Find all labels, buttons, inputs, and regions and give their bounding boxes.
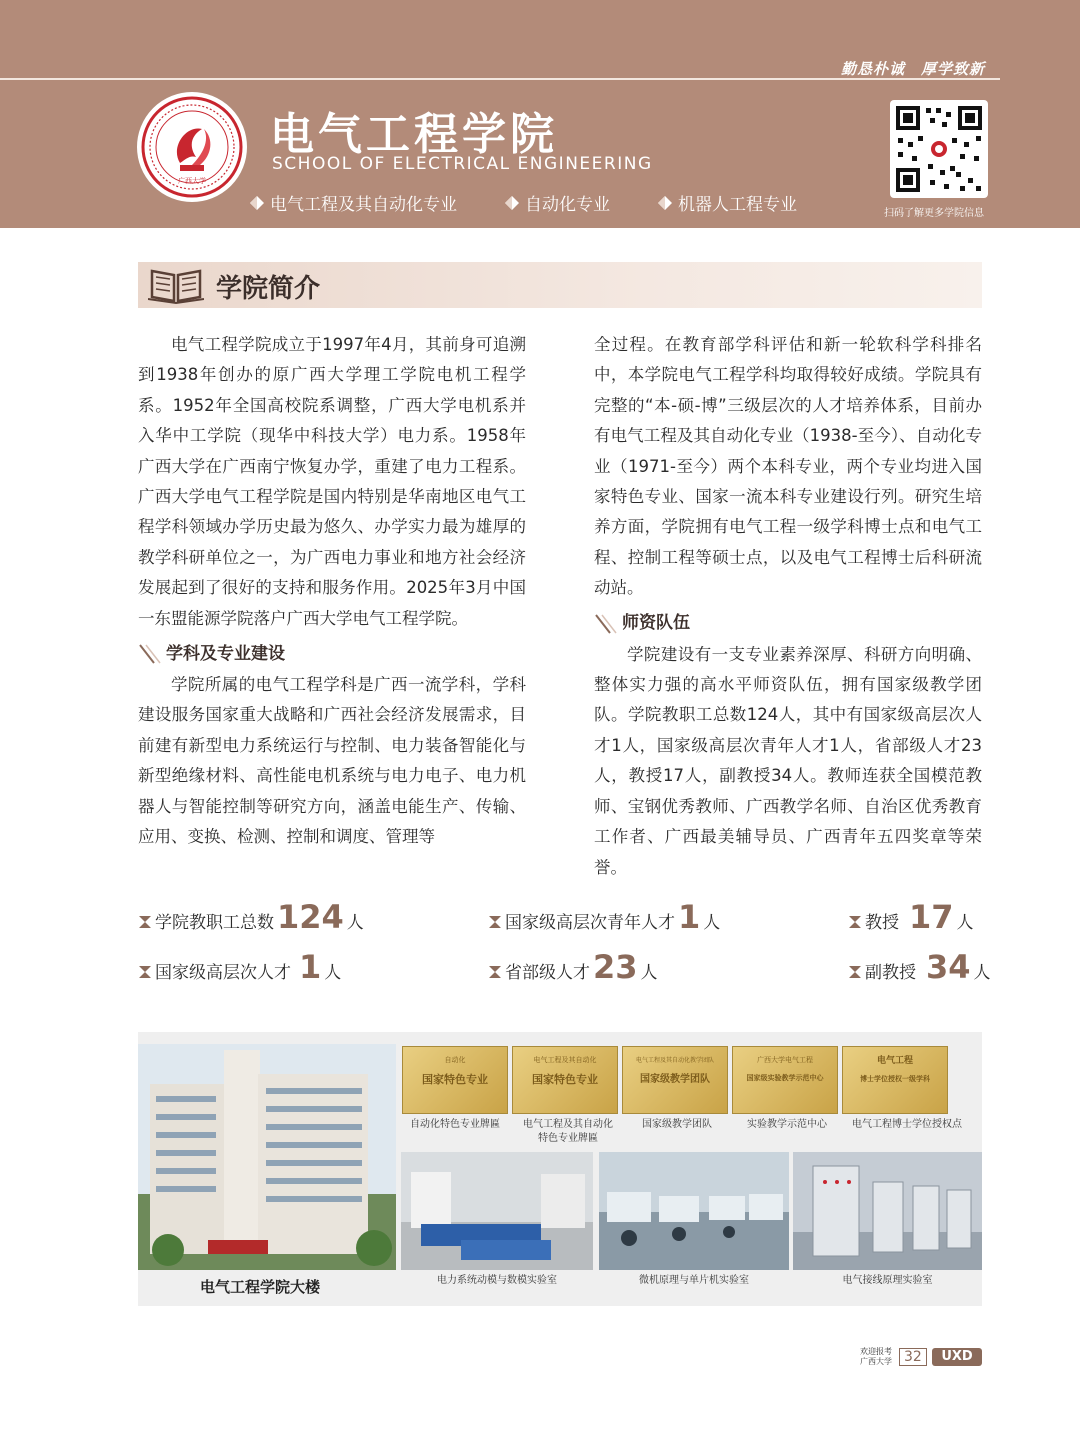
qr-caption: 扫码了解更多学院信息 xyxy=(884,208,984,219)
stat-item xyxy=(848,898,974,936)
lab-photo-power-system xyxy=(401,1152,593,1270)
major-label: 电气工程及其自动化专业 xyxy=(270,195,457,215)
photo-collage xyxy=(138,1032,982,1306)
stat-label: 国家级高层次人才 xyxy=(155,963,291,983)
stat-item xyxy=(488,898,720,936)
stat-item xyxy=(138,948,341,986)
plaque-caption: 国家级教学团队 xyxy=(642,1119,712,1130)
discipline-paragraph: 学院所属的电气工程学科是广西一流学科，学科建设服务国家重大战略和广西社会经济发展需求，目前建有新型电力系统运行与控制、电力装备智能化与新型绝缘材料、高性能电机系统与电力电子、电力机器人与智能控制等研究方向，涵盖电能生产、传输、应用、变换、检测、控制和调度、管理等 xyxy=(138,675,526,847)
stat-item xyxy=(488,948,658,986)
stat-unit: 人 xyxy=(973,963,991,983)
major-label: 自动化专业 xyxy=(525,195,610,215)
book-icon xyxy=(148,265,204,305)
stat-value: 17 xyxy=(909,898,954,936)
stat-unit: 人 xyxy=(346,913,364,933)
section-title: 学院简介 xyxy=(216,274,321,304)
qr-code[interactable] xyxy=(890,100,988,198)
slash-mark-icon xyxy=(138,641,166,667)
logo-seal-icon xyxy=(140,95,244,199)
stat-value: 1 xyxy=(299,948,322,986)
stat-label: 学院教职工总数 xyxy=(155,913,274,933)
plaque-top-text: 自动化 xyxy=(444,1056,466,1064)
diamond-bullet-icon xyxy=(658,196,672,210)
hourglass-icon xyxy=(848,965,862,979)
building-caption: 电气工程学院大楼 xyxy=(200,1278,321,1296)
plaque-top-text: 广西大学电气工程 xyxy=(757,1056,813,1064)
major-item xyxy=(250,190,457,215)
stat-item xyxy=(848,948,991,986)
hourglass-icon xyxy=(138,965,152,979)
major-item xyxy=(505,190,610,215)
plaque-main-text: 国家级实验教学示范中心 xyxy=(746,1074,824,1082)
page-number: 32 xyxy=(899,1348,927,1366)
subheading-discipline xyxy=(138,638,526,670)
school-title-en: SCHOOL OF ELECTRICAL ENGINEERING xyxy=(272,154,653,174)
plaque-image xyxy=(622,1046,728,1114)
lab-photo-microcomputer xyxy=(599,1152,789,1270)
faculty-paragraph: 学院建设有一支专业素养深厚、科研方向明确、整体实力强的高水平师资队伍，拥有国家级教学团队。学院教职工总数124人，其中有国家级高层次人才1人，国家级高层次青年人才1人，省部级人才23人，教授17人，副教授34人。教师连获全国模范教师、宝钢优秀教师、广西教学名师、自治区优秀教育工作者、广西最美辅导员、广西青年五四奖章等荣誉。 xyxy=(594,644,982,877)
subheading-faculty xyxy=(594,608,982,640)
plaque-main-text: 国家特色专业 xyxy=(532,1073,598,1086)
stat-unit: 人 xyxy=(324,963,342,983)
discipline-paragraph-cont: 全过程。在教育部学科评估和新一轮软科学科排名中，本学院电气工程学科均取得较好成绩。学院具有完整的“本-硕-博”三级层次的人才培养体系，目前办有电气工程及其自动化专业（1938-至今）、自动化专业（1971-至今）两个本科专业，两个专业均进入国家特色专业、国家一流本科专业建设行列。研究生培养方面，学院拥有电气工程一级学科博士点和电气工程、控制工程等硕士点，以及电气工程博士后科研流动站。 xyxy=(594,335,982,598)
plaque-image xyxy=(512,1046,618,1114)
plaque-caption: 自动化特色专业牌匾 xyxy=(410,1119,500,1130)
stat-unit: 人 xyxy=(640,963,658,983)
brand-logo: UXD xyxy=(932,1348,982,1366)
stat-value: 1 xyxy=(678,898,701,936)
hourglass-icon xyxy=(848,915,862,929)
plaque-image xyxy=(732,1046,838,1114)
plaque-image xyxy=(842,1046,948,1114)
university-logo xyxy=(137,92,247,202)
stat-value: 23 xyxy=(593,948,638,986)
footer-line: 欢迎报考 xyxy=(860,1347,892,1356)
school-title-cn: 电气工程学院 xyxy=(270,109,558,160)
plaque-top-text: 电气工程及其自动化 xyxy=(533,1056,597,1064)
diamond-bullet-icon xyxy=(505,196,519,210)
slash-mark-icon xyxy=(594,611,622,637)
diamond-bullet-icon xyxy=(250,196,264,210)
intro-paragraph: 电气工程学院成立于1997年4月，其前身可追溯到1938年创办的原广西大学理工学院电机工程学系。1952年全国高校院系调整，广西大学电机系并入华中工学院（现华中科技大学）电力系。1958年广西大学在广西南宁恢复办学，重建了电力工程系。广西大学电气工程学院是国内特别是华南地区电气工程学科领域办学历史最为悠久、办学实力最为雄厚的教学科研单位之一，为广西电力事业和地方社会经济发展起到了很好的支持和服务作用。2025年3月中国一东盟能源学院落户广西大学电气工程学院。 xyxy=(138,335,526,628)
plaques-row xyxy=(400,1044,982,1154)
building-photo xyxy=(138,1044,396,1270)
footer-tagline xyxy=(860,1347,892,1367)
stat-value: 124 xyxy=(277,898,344,936)
stat-label: 教授 xyxy=(865,913,899,933)
lab-caption: 电力系统动模与数模实验室 xyxy=(437,1275,557,1286)
plaque-caption: 电气工程博士学位授权点 xyxy=(852,1119,962,1130)
stat-label: 省部级人才 xyxy=(505,963,590,983)
stat-item xyxy=(138,898,364,936)
right-column xyxy=(594,330,982,883)
hourglass-icon xyxy=(488,915,502,929)
plaque-caption: 实验教学示范中心 xyxy=(747,1119,827,1130)
plaque-main-text: 国家级教学团队 xyxy=(640,1074,710,1085)
subheading-label: 师资队伍 xyxy=(622,613,690,634)
plaque-caption: 电气工程及其自动化特色专业牌匾 xyxy=(523,1119,613,1144)
stat-label: 国家级高层次青年人才 xyxy=(505,913,675,933)
logo-text: 广西大学 xyxy=(178,177,206,185)
stat-value: 34 xyxy=(926,948,971,986)
subheading-label: 学科及专业建设 xyxy=(166,643,285,664)
lab-photo-wiring xyxy=(793,1152,982,1270)
motto: 勤恳朴诚 厚学致新 xyxy=(840,60,985,78)
page-header xyxy=(0,0,1080,228)
plaque-main-text: 国家特色专业 xyxy=(422,1073,488,1086)
left-column xyxy=(138,330,526,853)
plaque-main-text: 博士学位授权一级学科 xyxy=(860,1075,930,1083)
plaque-top-text: 电气工程 xyxy=(876,1056,913,1066)
stat-unit: 人 xyxy=(703,913,721,933)
majors-list xyxy=(250,190,797,215)
major-label: 机器人工程专业 xyxy=(678,195,797,215)
plaque-top-text: 电气工程及其自动化教学团队 xyxy=(635,1057,714,1064)
footer-line: 广西大学 xyxy=(860,1357,892,1366)
hourglass-icon xyxy=(138,915,152,929)
faculty-stats xyxy=(138,898,991,998)
major-item xyxy=(658,190,797,215)
hourglass-icon xyxy=(488,965,502,979)
qr-code-icon xyxy=(890,100,988,198)
lab-caption: 微机原理与单片机实验室 xyxy=(639,1275,749,1286)
plaque-image xyxy=(402,1046,508,1114)
stat-label: 副教授 xyxy=(865,963,916,983)
stat-unit: 人 xyxy=(956,913,974,933)
lab-caption: 电气接线原理实验室 xyxy=(842,1275,933,1286)
